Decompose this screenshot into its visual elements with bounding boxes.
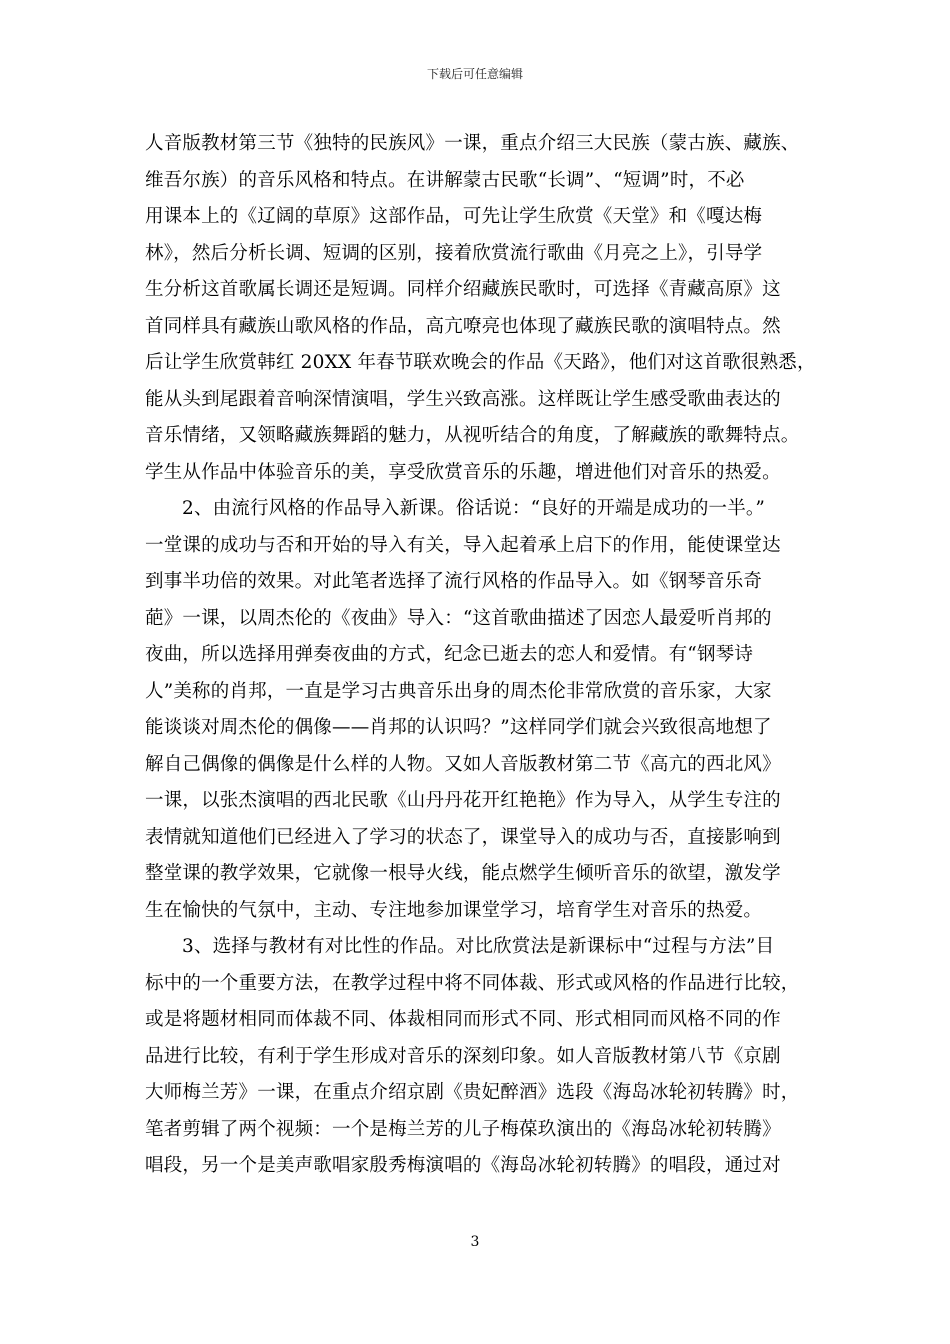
page-number: 3 xyxy=(470,1234,480,1250)
text-line: 后让学生欣赏韩红 20XX 年春节联欢晚会的作品《天路》，他们对这首歌很熟悉， xyxy=(145,352,816,373)
text-line: 一堂课的成功与否和开始的导入有关，导入起着承上启下的作用，能使课堂达 xyxy=(145,534,781,556)
text-line: 到事半功倍的效果。对此笔者选择了流行风格的作品导入。如《钢琴音乐奇 xyxy=(145,571,763,592)
text-line: 一课，以张杰演唱的西北民歌《山丹丹花开红艳艳》作为导入，从学生专注的 xyxy=(145,790,781,811)
text-line: 生在愉快的气氛中，主动、专注地参加课堂学习，培育学生对音乐的热爱。 xyxy=(145,899,763,921)
paragraph-3 xyxy=(145,929,815,1185)
text-line: 2、由流行风格的作品导入新课。俗话说：“良好的开端是成功的一半。” xyxy=(182,498,766,519)
text-line: 学生从作品中体验音乐的美，享受欣赏音乐的乐趣，增进他们对音乐的热爱。 xyxy=(145,461,781,483)
text-line: 标中的一个重要方法，在教学过程中将不同体裁、形式或风格的作品进行比较， xyxy=(145,972,800,994)
text-line: 葩》一课，以周杰伦的《夜曲》导入：“这首歌曲描述了因恋人最爱听肖邦的 xyxy=(145,607,772,629)
text-line: 能谈谈对周杰伦的偶像——肖邦的认识吗？”这样同学们就会兴致很高地想了 xyxy=(145,717,772,738)
text-line: 3、选择与教材有对比性的作品。对比欣赏法是新课标中“过程与方法”目 xyxy=(182,936,775,957)
text-line: 解自己偶像的偶像是什么样的人物。又如人音版教材第二节《高亢的西北风》 xyxy=(145,753,781,775)
text-line: 用课本上的《辽阔的草原》这部作品，可先让学生欣赏《天堂》和《嘎达梅 xyxy=(145,206,763,227)
text-line: 品进行比较，有利于学生形成对音乐的深刻印象。如人音版教材第八节《京剧 xyxy=(145,1045,781,1067)
text-line: 林》，然后分析长调、短调的区别，接着欣赏流行歌曲《月亮之上》，引导学 xyxy=(145,242,763,264)
text-line: 音乐情绪，又领略藏族舞蹈的魅力，从视听结合的角度，了解藏族的歌舞特点。 xyxy=(145,425,800,446)
page-header: 下载后可任意编辑 xyxy=(426,67,523,81)
text-line: 唱段，另一个是美声歌唱家殷秀梅演唱的《海岛冰轮初转腾》的唱段，通过对 xyxy=(145,1155,781,1176)
text-line: 维吾尔族）的音乐风格和特点。在讲解蒙古民歌“长调”、“短调”时，不必 xyxy=(145,169,745,191)
text-line: 笔者剪辑了两个视频：一个是梅兰芳的儿子梅葆玖演出的《海岛冰轮初转腾》 xyxy=(145,1118,781,1140)
text-line: 人”美称的肖邦，一直是学习古典音乐出身的周杰伦非常欣赏的音乐家，大家 xyxy=(145,680,772,702)
text-line: 大师梅兰芳》一课，在重点介绍京剧《贵妃醉酒》选段《海岛冰轮初转腾》时， xyxy=(145,1082,800,1103)
text-line: 表情就知道他们已经进入了学习的状态了，课堂导入的成功与否，直接影响到 xyxy=(145,826,781,848)
text-line: 夜曲，所以选择用弹奏夜曲的方式，纪念已逝去的恋人和爱情。有“钢琴诗 xyxy=(145,644,754,665)
text-line: 首同样具有藏族山歌风格的作品，高亢嘹亮也体现了藏族民歌的演唱特点。然 xyxy=(145,315,781,337)
paragraph-1 xyxy=(145,126,815,491)
text-line: 能从头到尾跟着音响深情演唱，学生兴致高涨。这样既让学生感受歌曲表达的 xyxy=(145,388,781,410)
text-line: 生分析这首歌属长调还是短调。同样介绍藏族民歌时，可选择《青藏高原》这 xyxy=(145,279,781,300)
text-line: 整堂课的教学效果，它就像一根导火线，能点燃学生倾听音乐的欲望，激发学 xyxy=(145,863,781,884)
text-line: 或是将题材相同而体裁不同、体裁相同而形式不同、形式相同而风格不同的作 xyxy=(145,1009,781,1030)
paragraph-2 xyxy=(145,491,815,929)
text-line: 人音版教材第三节《独特的民族风》一课，重点介绍三大民族（蒙古族、藏族、 xyxy=(145,133,800,154)
document-body xyxy=(145,126,815,1185)
